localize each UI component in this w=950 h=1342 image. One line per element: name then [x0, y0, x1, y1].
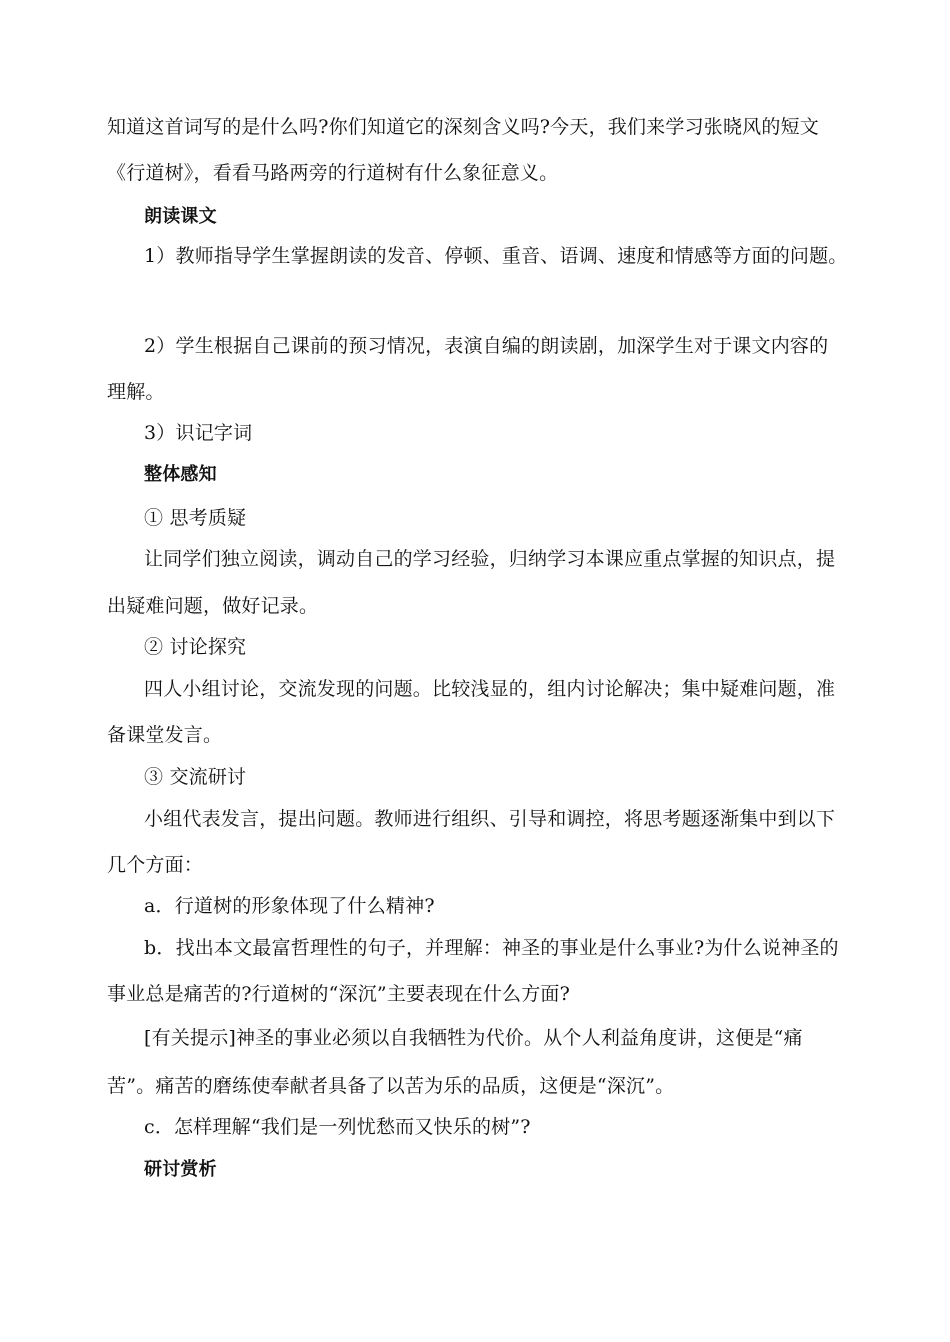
section-heading: 研讨赏析	[144, 1159, 217, 1180]
paragraph-line: 理解。	[107, 381, 165, 403]
paragraph-line: 让同学们独立阅读，调动自己的学习经验，归纳学习本课应重点掌握的知识点，提	[144, 548, 836, 570]
paragraph-line: 苦”。痛苦的磨练使奉献者具备了以苦为乐的品质，这便是“深沉”。	[107, 1075, 675, 1097]
list-item: a．行道树的形象体现了什么精神?	[144, 895, 435, 917]
paragraph-line: 1）教师指导学生掌握朗读的发音、停顿、重音、语调、速度和情感等方面的问题。	[144, 245, 848, 267]
paragraph-line: 知道这首词写的是什么吗?你们知道它的深刻含义吗?今天，我们来学习张晓风的短文	[107, 116, 819, 138]
section-heading: 朗读课文	[144, 206, 217, 227]
subheading: ① 思考质疑	[144, 507, 247, 529]
list-item: c．怎样理解“我们是一列忧愁而又快乐的树”?	[144, 1116, 531, 1138]
paragraph-line: 2）学生根据自己课前的预习情况，表演自编的朗读剧，加深学生对于课文内容的	[144, 335, 829, 357]
paragraph-line: [有关提示]神圣的事业必须以自我牺牲为代价。从个人利益角度讲，这便是“痛	[144, 1027, 803, 1049]
subheading: ③ 交流研讨	[144, 766, 247, 788]
paragraph-line: 3）识记字词	[144, 422, 253, 444]
subheading: ② 讨论探究	[144, 636, 247, 658]
paragraph-line: 出疑难问题，做好记录。	[107, 595, 319, 617]
paragraph-line: 几个方面：	[107, 854, 204, 876]
paragraph-line: 《行道树》，看看马路两旁的行道树有什么象征意义。	[107, 162, 559, 184]
paragraph-line: 备课堂发言。	[107, 724, 223, 746]
paragraph-line: 小组代表发言，提出问题。教师进行组织、引导和调控，将思考题逐渐集中到以下	[144, 808, 836, 830]
paragraph-line: 事业总是痛苦的?行道树的“深沉”主要表现在什么方面?	[107, 983, 571, 1005]
paragraph-line: 四人小组讨论，交流发现的问题。比较浅显的，组内讨论解决；集中疑难问题，准	[144, 678, 836, 700]
section-heading: 整体感知	[144, 464, 217, 485]
list-item: b．找出本文最富哲理性的句子，并理解：神圣的事业是什么事业?为什么说神圣的	[144, 937, 839, 959]
